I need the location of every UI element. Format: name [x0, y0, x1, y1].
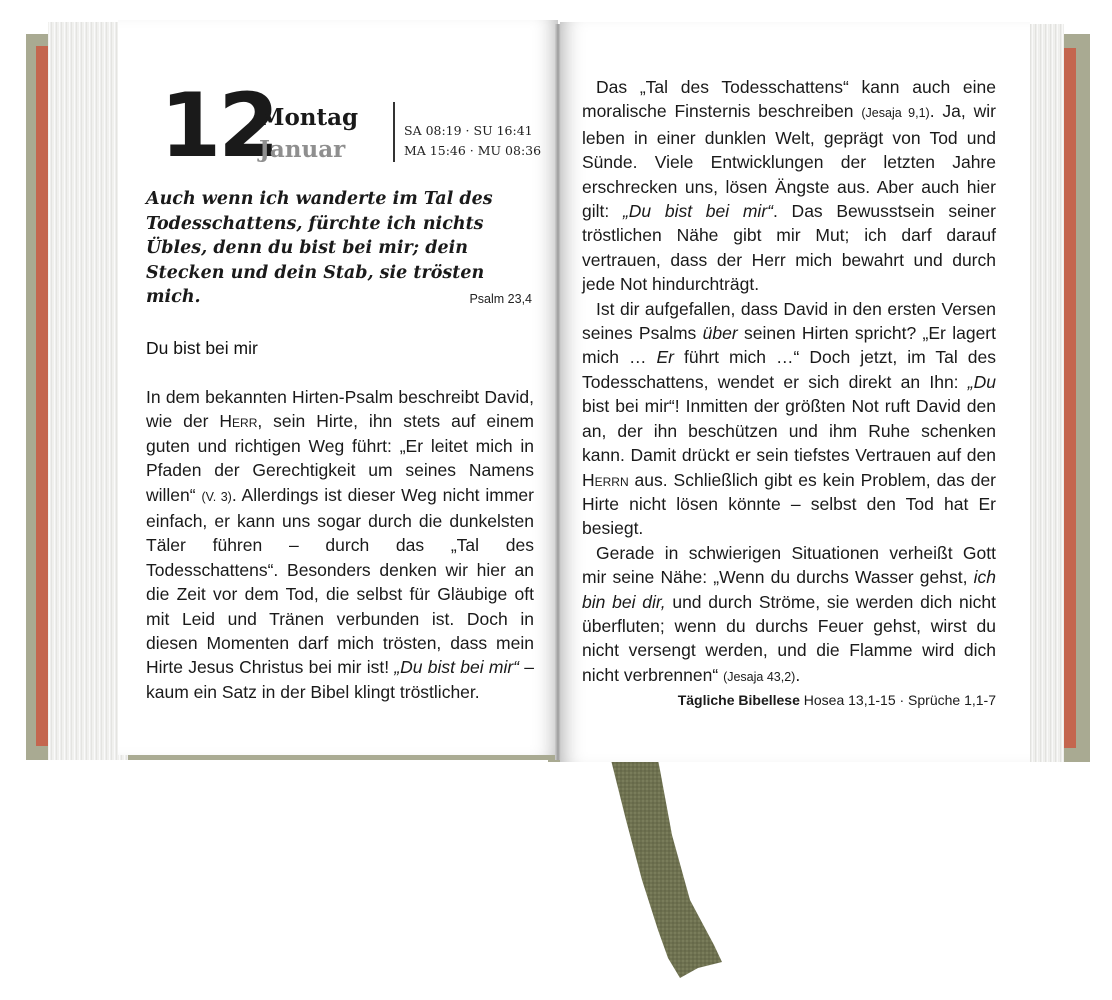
- verse-reference: Psalm 23,4: [469, 292, 532, 306]
- moonrise-moonset-times: MA 15:46 · MU 08:36: [404, 143, 542, 158]
- sunrise-sunset-times: SA 08:19 · SU 16:41: [404, 123, 533, 138]
- header-divider: [393, 102, 395, 162]
- daily-verse: Auch wenn ich wanderte im Tal des Todesschattens, fürchte ich nichts Übles, denn du bist bei mir; dein Stecken und dein Stab, sie trösten mich.: [146, 189, 493, 307]
- devotion-text-left: In dem bekannten Hirten-Psalm beschreibt David, wie der Herr, sein Hirte, ihn stets auf einem guten und richtigen Weg führt: „Er leitet mich in Pfaden der Gerechtigkeit um seines Namens willen“ (V. 3). Allerdings ist dieser Weg nicht immer einfach, er kann uns sogar durch die dunkelsten Täler führen – durch das „Tal des Todesschattens“. Besonders denken wir hier an die Zeit vor dem Tod, die selbst für Gläubige oft mit Leid und Tränen verbunden ist. Doch in diesen Momenten darf mich trösten, dass mein Hirte Jesus Christus bei mir ist! „Du bist bei mir“ – kaum ein Satz in der Bibel klingt tröstlicher.: [146, 387, 535, 702]
- daily-reading-passages: Hosea 13,1-15 · Sprüche 1,1-7: [803, 692, 996, 708]
- day-number: 12: [160, 74, 277, 177]
- month: Januar: [259, 136, 346, 163]
- book-gutter: [555, 24, 561, 760]
- page-edges-left: [48, 22, 128, 760]
- daily-bible-reading: [640, 692, 996, 708]
- devotion-text-right: Das „Tal des Todesschattens“ kann auch eine moralische Finsternis beschreiben (Jesaja 9,1). Ja, wir leben in einer dunklen Welt, geprägt von Tod und Sünde. Viele Entwicklungen der letzten Jahre erschrecken uns, lösen Ängste aus. Aber auch hier gilt: „Du bist bei mir“. Das Bewusstsein seiner tröstlichen Nähe gibt mir Mut; ich darf darauf vertrauen, dass der Herr mich bewahrt und durch jede Not hindurchträgt. Ist dir aufgefallen, dass David in den ersten Versen seines Psalms über seinen Hirten spricht? „Er lagert mich … Er führt mich …“ Doch jetzt, im Tal des Todesschattens, wendet er sich direkt an Ihn: „Du bist bei mir“! Inmitten der größten Not ruft David den an, der ihn beschützen und ihm Ruhe schenken kann. Damit drückt er sein tiefstes Vertrauen auf den Herrn aus. Schließlich gibt es kein Problem, das der Hirte nicht lösen könnte – selbst den Tod hat Er besiegt. Gerade in schwierigen Situationen verheißt Gott mir seine Nähe: „Wenn du durchs Wasser gehst, ich bin bei dir, und durch Ströme, sie werden dich nicht überfluten; wenn du durchs Feuer gehst, wirst du nicht versengt werden, und die Flamme wird dich nicht verbrennen“ (Jesaja 43,2).: [582, 77, 996, 685]
- weekday: Montag: [259, 104, 359, 131]
- daily-reading-label: Tägliche Bibellese: [677, 692, 800, 708]
- devotion-title: Du bist bei mir: [146, 338, 258, 358]
- bookmark-ribbon[interactable]: [602, 740, 742, 980]
